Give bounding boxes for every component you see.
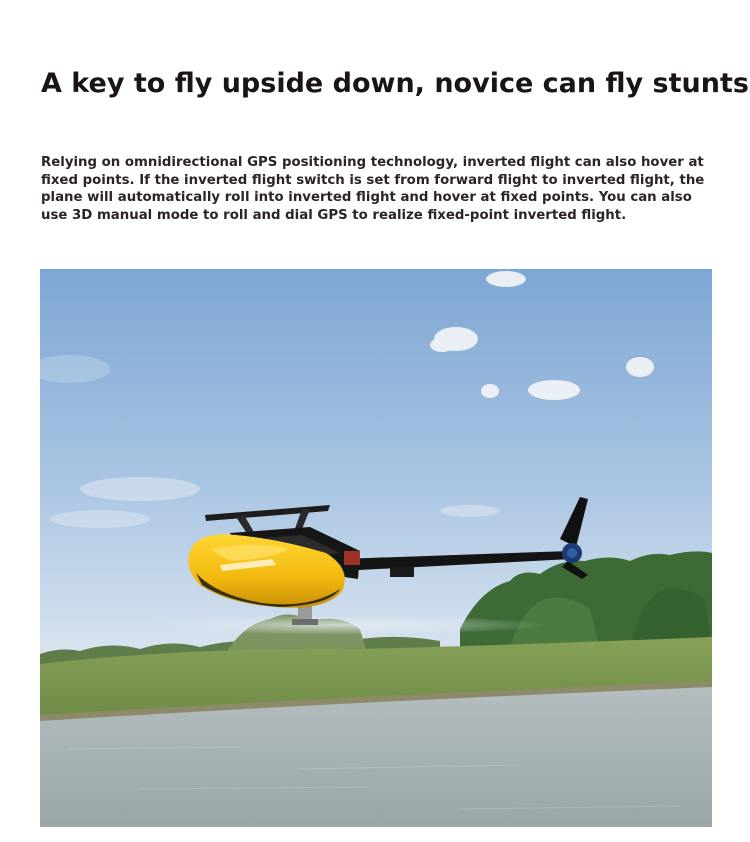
helicopter-photo: [40, 269, 712, 827]
headline: A key to fly upside down, novice can fly stunts: [41, 68, 749, 99]
rotor-blur: [130, 615, 550, 635]
description-paragraph: Relying on omnidirectional GPS positioning technology, inverted flight can also hover at fixed points. If the inverted flight switch is set from forward flight to inverted flight, the plane will automatically roll into inverted flight and hover at fixed points. You can also use 3D manual mode to roll and dial GPS to realize fixed-point inverted flight.: [41, 155, 705, 223]
helicopter-photo-illustration: [40, 269, 712, 827]
